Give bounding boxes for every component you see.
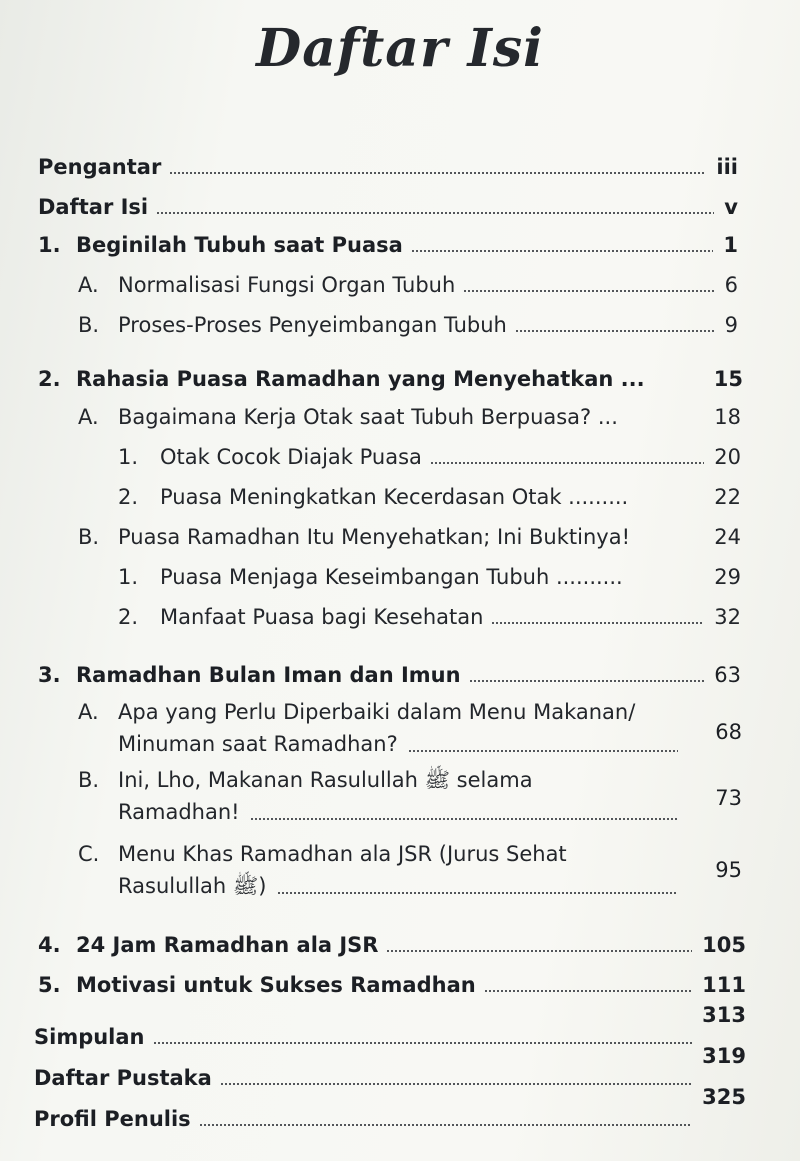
toc-entry-number: 1. [38, 233, 61, 257]
toc-entry-title: Otak Cocok Diajak Puasa [160, 445, 422, 469]
toc-entry [34, 1003, 746, 1052]
toc-entry-title-line1: Menu Khas Ramadhan ala JSR (Jurus Sehat [118, 842, 567, 866]
toc-chapter [38, 230, 738, 260]
dot-leader [430, 462, 704, 464]
toc-page-number: iii [716, 155, 738, 179]
toc-entry [34, 1085, 746, 1134]
toc-entry-number: B. [78, 768, 100, 792]
toc-entry-number: B. [78, 525, 100, 549]
toc-entry-title: Manfaat Puasa bagi Kesehatan [160, 605, 484, 629]
toc-entry-title: Profil Penulis [34, 1107, 191, 1131]
dot-leader [220, 1083, 692, 1085]
toc-section [78, 270, 738, 300]
toc-page-number: 15 [713, 367, 743, 391]
toc-page-number: 68 [715, 720, 742, 744]
toc-entry-title: Ramadhan Bulan Iman dan Imun [76, 663, 461, 687]
toc-entry-number: 2. [118, 485, 139, 509]
toc-entry-number: 1. [118, 445, 139, 469]
toc-entry-title: Proses-Proses Penyeimbangan Tubuh [118, 313, 507, 337]
toc-entry-title: Puasa Menjaga Keseimbangan Tubuh .......... [160, 565, 623, 589]
toc-page-number: 325 [702, 1085, 746, 1109]
dot-leader [484, 990, 692, 992]
toc-entry-number: A. [78, 405, 99, 429]
toc-page-number: 18 [714, 405, 741, 429]
toc-entry-title: Normalisasi Fungsi Organ Tubuh [118, 273, 456, 297]
toc-entry-title-line2: Minuman saat Ramadhan? [118, 732, 398, 756]
toc-section [78, 764, 688, 828]
toc-page-number: 6 [724, 273, 738, 297]
toc-entry-title: Puasa Ramadhan Itu Menyehatkan; Ini Buktinya! [118, 525, 630, 549]
toc-page-number: 111 [702, 973, 746, 997]
dot-leader [491, 622, 704, 624]
toc-page-number: 22 [714, 485, 741, 509]
toc-page-number: 32 [714, 605, 741, 629]
toc-entry-number: 4. [38, 933, 61, 957]
toc-page-number: 1 [723, 233, 738, 257]
toc-entry-title: Pengantar [38, 155, 162, 179]
toc-entry-number: B. [78, 313, 100, 337]
toc-subsection [118, 442, 741, 472]
toc-section [78, 310, 738, 340]
toc-chapter [38, 364, 743, 394]
dot-leader [469, 680, 705, 682]
toc-entry-number: 2. [118, 605, 139, 629]
toc-entry-title: Daftar Pustaka [34, 1066, 212, 1090]
toc-page-number: 313 [702, 1003, 746, 1027]
toc-page-number: 63 [714, 663, 741, 687]
toc-entry-number: 5. [38, 973, 61, 997]
toc-entry-number: C. [78, 842, 100, 866]
toc-page-number: 105 [702, 933, 746, 957]
toc-entry [38, 192, 738, 222]
toc-page-number: 29 [714, 565, 741, 589]
toc-subsection [118, 602, 741, 632]
dot-leader [515, 330, 715, 332]
toc-page-number: 9 [724, 313, 738, 337]
toc-section [78, 522, 741, 552]
toc-entry-title: 24 Jam Ramadhan ala JSR [76, 933, 379, 957]
toc-entry-title-line1: Apa yang Perlu Diperbaiki dalam Menu Makanan/ [118, 700, 636, 724]
toc-subsection [118, 562, 741, 592]
toc-entry-title: Puasa Meningkatkan Kecerdasan Otak ......... [160, 485, 629, 509]
dot-leader [277, 892, 679, 894]
toc-entry-title: Simpulan [34, 1025, 145, 1049]
toc-entry [34, 1044, 746, 1093]
dot-leader [411, 250, 714, 252]
toc-entry-title: Rahasia Puasa Ramadhan yang Menyehatkan ... [76, 367, 645, 391]
dot-leader [153, 1042, 693, 1044]
toc-subsection [118, 482, 741, 512]
toc-section [78, 696, 688, 760]
toc-entry-number: 3. [38, 663, 61, 687]
toc-entry-title-line2: Ramadhan! [118, 800, 240, 824]
toc-page-number: 73 [715, 786, 742, 810]
dot-leader [408, 750, 678, 752]
toc-entry-number: A. [78, 700, 99, 724]
toc-entry-title: Motivasi untuk Sukses Ramadhan [76, 973, 476, 997]
toc-page-number: 95 [715, 858, 742, 882]
toc-entry-title: Beginilah Tubuh saat Puasa [76, 233, 403, 257]
dot-leader [199, 1124, 692, 1126]
toc-entry-title-line2: Rasulullah ﷺ) [118, 874, 267, 898]
toc-chapter [38, 660, 741, 690]
toc-entry [38, 152, 738, 182]
dot-leader [463, 290, 714, 292]
toc-entry-number: 2. [38, 367, 61, 391]
dot-leader [169, 172, 706, 174]
toc-section [78, 838, 688, 902]
toc-entry-number: 1. [118, 565, 139, 589]
toc-entry-title: Daftar Isi [38, 195, 149, 219]
dot-leader [156, 212, 714, 214]
page-title: Daftar Isi [256, 18, 544, 79]
toc-entry-number: A. [78, 273, 99, 297]
toc-section [78, 402, 741, 432]
dot-leader [250, 818, 678, 820]
toc-chapter [38, 970, 746, 1000]
toc-entry-title: Bagaimana Kerja Otak saat Tubuh Berpuasa? ... [118, 405, 618, 429]
toc-page-number: 319 [702, 1044, 746, 1068]
toc-page-number: 20 [714, 445, 741, 469]
toc-page-number: v [724, 195, 738, 219]
dot-leader [386, 950, 692, 952]
toc-chapter [38, 930, 746, 960]
toc-page-number: 24 [714, 525, 741, 549]
toc-entry-title-line1: Ini, Lho, Makanan Rasulullah ﷺ selama [118, 768, 533, 792]
